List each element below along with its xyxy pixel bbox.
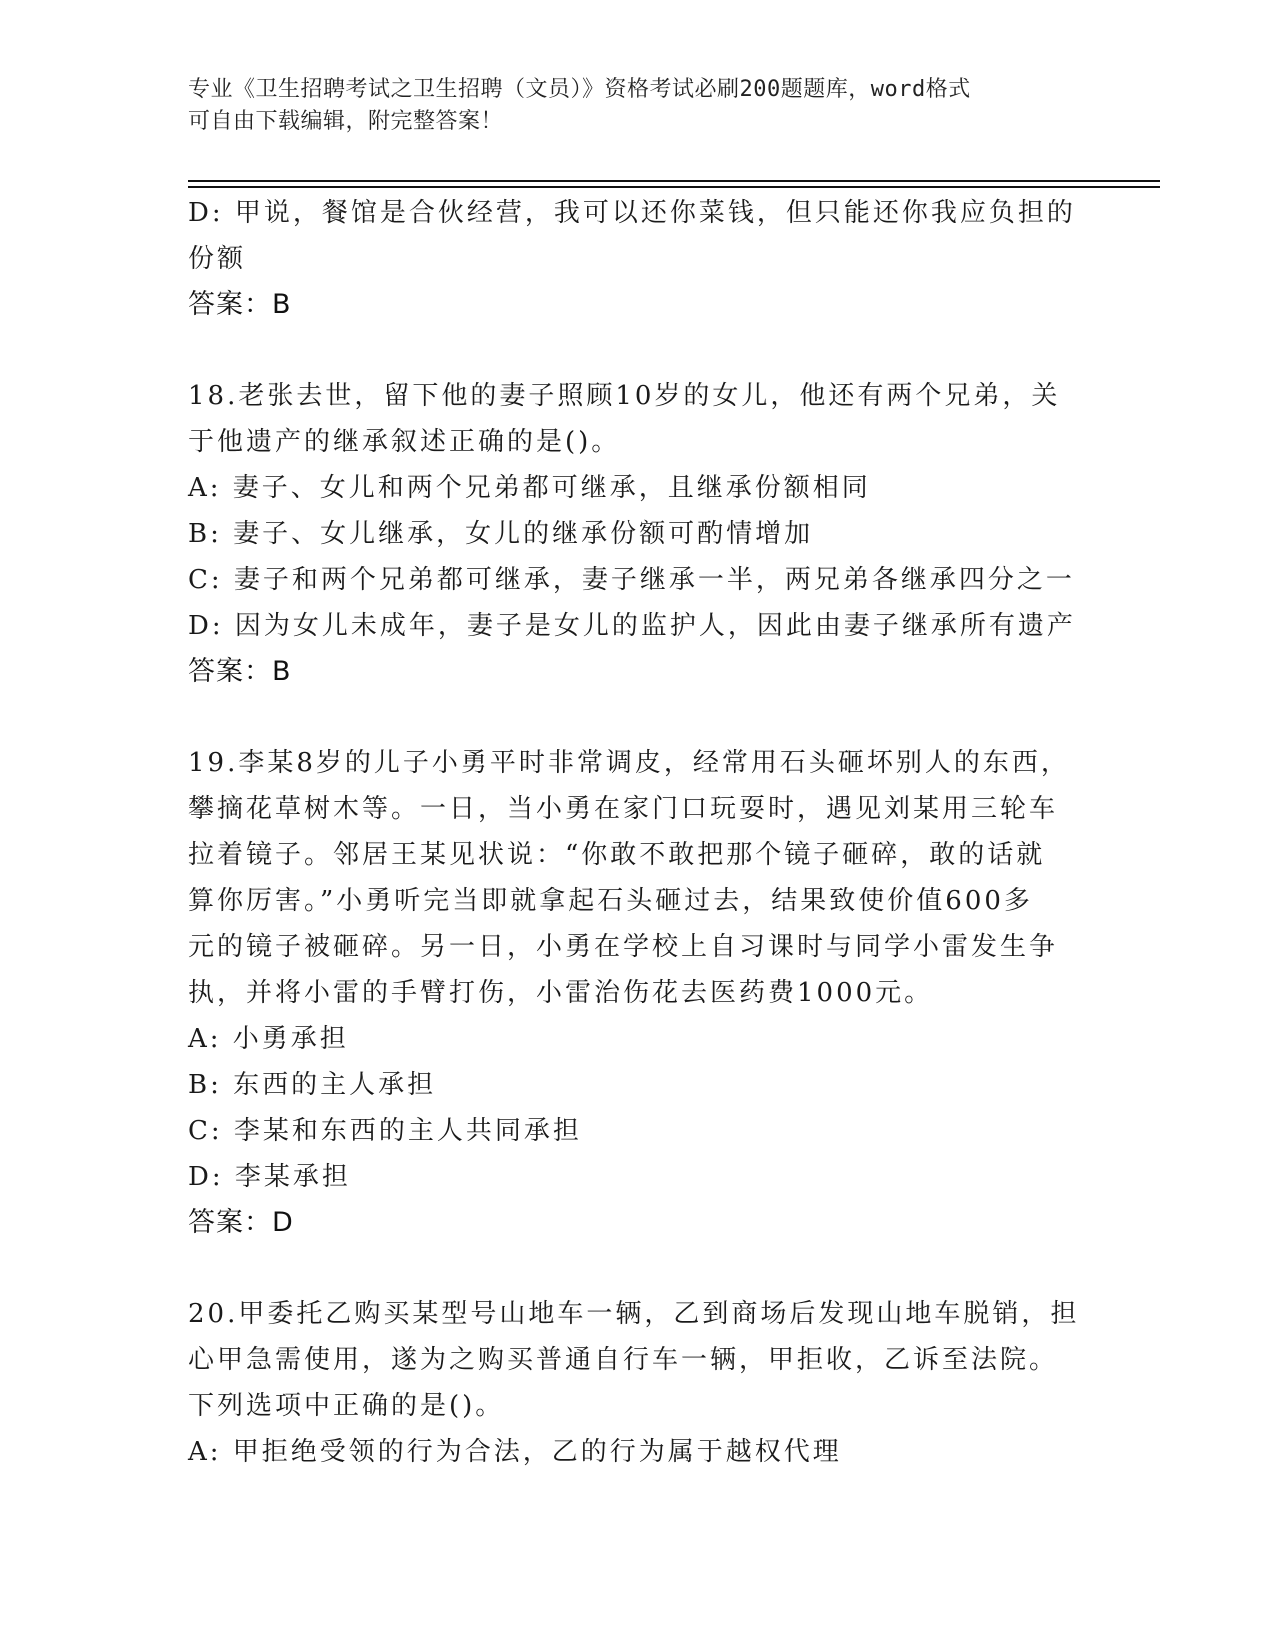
question-20: [188, 1291, 1080, 1475]
option-c: C: 妻子和两个兄弟都可继承，妻子继承一半，两兄弟各继承四分之一: [188, 565, 1075, 595]
question-stem-line: 执，并将小雷的手臂打伤，小雷治伤花去医药费1000元。: [188, 978, 934, 1008]
option-b: B: 东西的主人承担: [188, 1070, 437, 1100]
header-title-line-1: 专业《卫生招聘考试之卫生招聘（文员）》资格考试必刷200题题库，word格式: [188, 77, 971, 102]
question-stem-line: 下列选项中正确的是()。: [188, 1391, 505, 1421]
option-a: A: 小勇承担: [188, 1024, 349, 1054]
question-stem-line: 于他遗产的继承叙述正确的是()。: [188, 427, 621, 457]
spacer: [188, 695, 1080, 740]
question-19: [188, 740, 1080, 1246]
option-d: D: 因为女儿未成年，妻子是女儿的监护人，因此由妻子继承所有遗产: [188, 611, 1076, 641]
header-title-line-2: 可自由下载编辑，附完整答案！: [188, 109, 504, 134]
question-stem-line: 元的镜子被砸碎。另一日，小勇在学校上自习课时与同学小雷发生争: [188, 932, 1059, 962]
question-stem-line: 攀摘花草树木等。一日，当小勇在家门口玩耍时，遇见刘某用三轮车: [188, 794, 1059, 824]
option-d: D: 李某承担: [188, 1162, 351, 1192]
answer-line: 答案：B: [188, 656, 292, 687]
option-d-line-2: 份额: [188, 244, 247, 274]
option-c: C: 李某和东西的主人共同承担: [188, 1116, 582, 1146]
option-b: B: 妻子、女儿继承，女儿的继承份额可酌情增加: [188, 519, 814, 549]
question-stem-line: 心甲急需使用，遂为之购买普通自行车一辆，甲拒收，乙诉至法院。: [188, 1345, 1059, 1375]
answer-line: 答案：B: [188, 289, 292, 320]
option-d-line-1: D: 甲说，餐馆是合伙经营，我可以还你菜钱，但只能还你我应负担的: [188, 198, 1076, 228]
spacer: [188, 328, 1080, 373]
option-a: A: 妻子、女儿和两个兄弟都可继承，且继承份额相同: [188, 473, 871, 503]
header-divider-top: [188, 180, 1160, 182]
question-18: [188, 373, 1080, 695]
question-stem-line: 20.甲委托乙购买某型号山地车一辆，乙到商场后发现山地车脱销，担: [188, 1299, 1080, 1329]
header-divider-bottom: [188, 186, 1160, 188]
question-17-continuation: [188, 190, 1080, 328]
spacer: [188, 1246, 1080, 1291]
option-a: A: 甲拒绝受领的行为合法，乙的行为属于越权代理: [188, 1437, 842, 1467]
question-stem-line: 拉着镜子。邻居王某见状说：“你敢不敢把那个镜子砸碎，敢的话就: [188, 840, 1046, 870]
answer-line: 答案：D: [188, 1207, 294, 1238]
question-stem-line: 18.老张去世，留下他的妻子照顾10岁的女儿，他还有两个兄弟，关: [188, 381, 1061, 411]
document-header: [188, 74, 1078, 138]
question-stem-line: 19.李某8岁的儿子小勇平时非常调皮，经常用石头砸坏别人的东西，: [188, 748, 1070, 778]
question-stem-line: 算你厉害。”小勇听完当即就拿起石头砸过去，结果致使价值600多: [188, 886, 1033, 916]
document-body: [188, 190, 1080, 1475]
